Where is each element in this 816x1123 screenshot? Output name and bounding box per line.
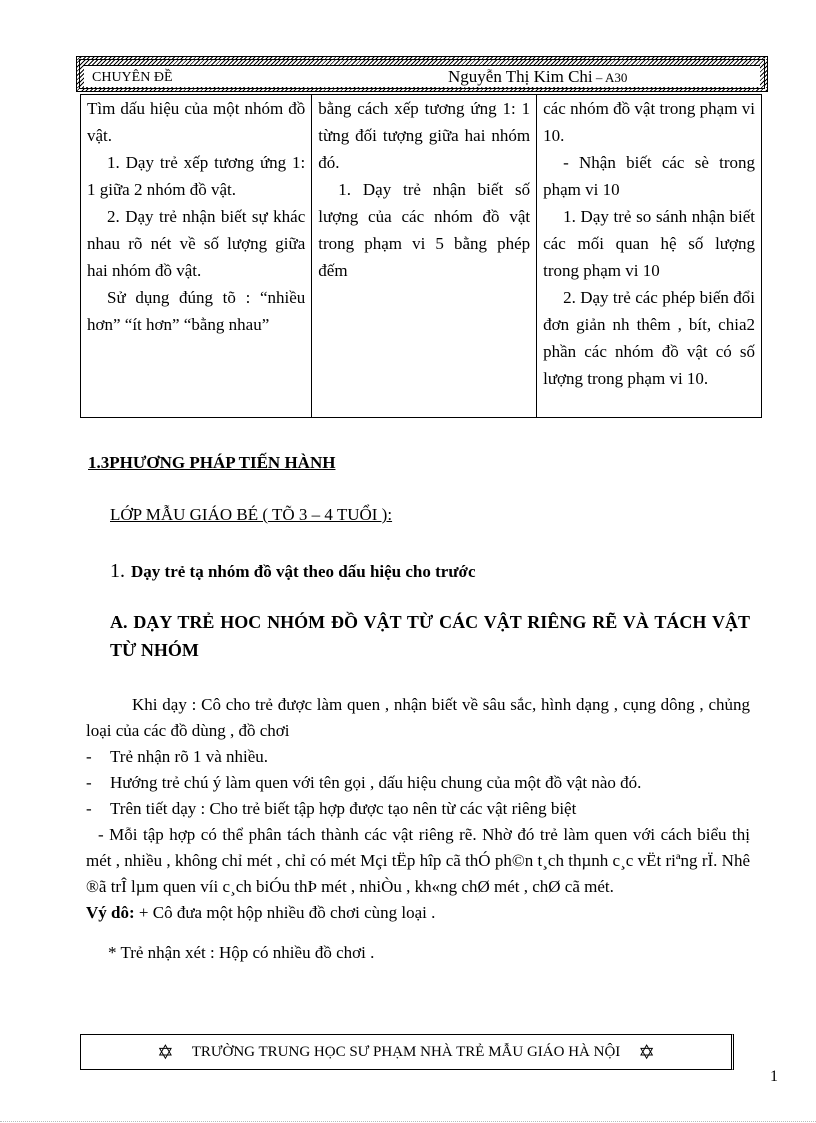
col1-line: Tìm dấu hiệu của một nhóm đồ vật. bbox=[87, 99, 306, 145]
intro-paragraph: Khi dạy : Cô cho trẻ được làm quen , nhận biết về sâu sắc, hình dạng , cụng dông , chủng loại của các đồ dùng , đồ chơi bbox=[86, 695, 750, 740]
section-heading-1-3: 1.3PHƯƠNG PHÁP TIẾN HÀNH bbox=[88, 453, 336, 472]
list-item bbox=[86, 744, 750, 770]
page-header bbox=[76, 56, 768, 92]
header-author-block bbox=[448, 67, 627, 87]
col1-line: 1. Dạy trẻ xếp tương ứng 1: 1 giữa 2 nhóm đồ vật. bbox=[87, 153, 306, 199]
col3-line: 1. Dạy trẻ so sánh nhận biết các mối quan hệ số lượng trong phạm vi 10 bbox=[543, 207, 755, 280]
set-paragraph: - Mỗi tập hợp có thể phân tách thành các vật riêng rẽ. Nhờ đó trẻ làm quen với cách biểu thị mét , nhiều , không chỉ mét , chỉ có mét Mçi tËp hîp cã thÓ ph©n t¸ch thµnh c¸c vËt riªng rÏ. Nhê ®ã trÎ lµm quen víi c¸ch biÓu thÞ mét , nhiÒu , kh«ng chØ mét , chØ cã mét. bbox=[86, 825, 750, 896]
item-1-heading bbox=[110, 560, 476, 583]
example-text: + Cô đưa một hộp nhiều đồ chơi cùng loại . bbox=[134, 903, 436, 922]
page-number: 1 bbox=[770, 1068, 778, 1085]
page-header-inner bbox=[84, 65, 760, 87]
col3-line: - Nhận biết các sè trong phạm vi 10 bbox=[543, 153, 755, 199]
col2-line: bằng cách xếp tương ứng 1: 1 từng đối tượng giữa hai nhóm đó. bbox=[318, 99, 531, 172]
list-item-text: Hướng trẻ chú ý làm quen với tên gọi , dấu hiệu chung của một đồ vật nào đó. bbox=[110, 773, 642, 792]
col2-line: 1. Dạy trẻ nhận biết số lượng của các nhóm đồ vật trong phạm vi 5 bằng phép đếm bbox=[318, 180, 531, 280]
col1-line: 2. Dạy trẻ nhận biết sự khác nhau rõ nét về số lượng giữa hai nhóm đồ vật. bbox=[87, 207, 306, 280]
example-line bbox=[86, 900, 750, 926]
page-footer bbox=[80, 1034, 734, 1070]
page-bottom-divider bbox=[0, 1121, 816, 1122]
col3-line: các nhóm đồ vật trong phạm vi 10. bbox=[543, 99, 755, 145]
table-row bbox=[81, 95, 762, 418]
example-label: Vý dô: bbox=[86, 903, 135, 922]
table-cell-col1 bbox=[81, 95, 312, 418]
list-item bbox=[86, 796, 750, 822]
footer-school-name: TRƯỜNG TRUNG HỌC SƯ PHẠM NHÀ TRẺ MẪU GIÁO HÀ NỘI bbox=[191, 1043, 621, 1060]
item-a-heading: A. DẠY TRẺ HOC NHÓM ĐỒ VẬT TỪ CÁC VẬT RIÊNG RẼ VÀ TÁCH VẬT TỪ NHÓM bbox=[110, 612, 750, 660]
item-1-text: Dạy trẻ tạ nhóm đồ vật theo dấu hiệu cho trước bbox=[131, 562, 476, 581]
list-item bbox=[86, 770, 750, 796]
header-author: Nguyễn Thị Kim Chi bbox=[448, 67, 593, 86]
content-table bbox=[80, 94, 762, 418]
body-text bbox=[86, 692, 750, 966]
header-topic: CHUYÊN ĐỀ bbox=[92, 70, 173, 85]
star-icon: ✡ bbox=[638, 1041, 656, 1064]
list-item-text: Trên tiết dạy : Cho trẻ biết tập hợp được tạo nên từ các vật riêng biệt bbox=[110, 799, 577, 818]
bullet-mark: - bbox=[86, 747, 92, 766]
class-group-heading: LỚP MẪU GIÁO BÉ ( TÕ 3 – 4 TUỔI ): bbox=[110, 505, 393, 524]
col1-line: Sử dụng đúng tõ : “nhiều hơn” “ít hơn” “bằng nhau” bbox=[87, 288, 306, 334]
item-1-number: 1. bbox=[110, 560, 125, 582]
table-cell-col2 bbox=[312, 95, 537, 418]
col3-line: 2. Dạy trẻ các phép biến đổi đơn giản nh thêm , bít, chia2 phần các nhóm đồ vật có số lượng trong phạm vi 10. bbox=[543, 288, 755, 388]
list-item-text: Trẻ nhận rõ 1 và nhiều. bbox=[110, 747, 269, 766]
star-icon: ✡ bbox=[156, 1041, 174, 1064]
remark-line: * Trẻ nhận xét : Hộp có nhiều đồ chơi . bbox=[108, 943, 375, 962]
bullet-mark: - bbox=[86, 799, 92, 818]
header-class-code: – A30 bbox=[592, 70, 628, 85]
bullet-mark: - bbox=[86, 773, 92, 792]
table-cell-col3 bbox=[537, 95, 762, 418]
